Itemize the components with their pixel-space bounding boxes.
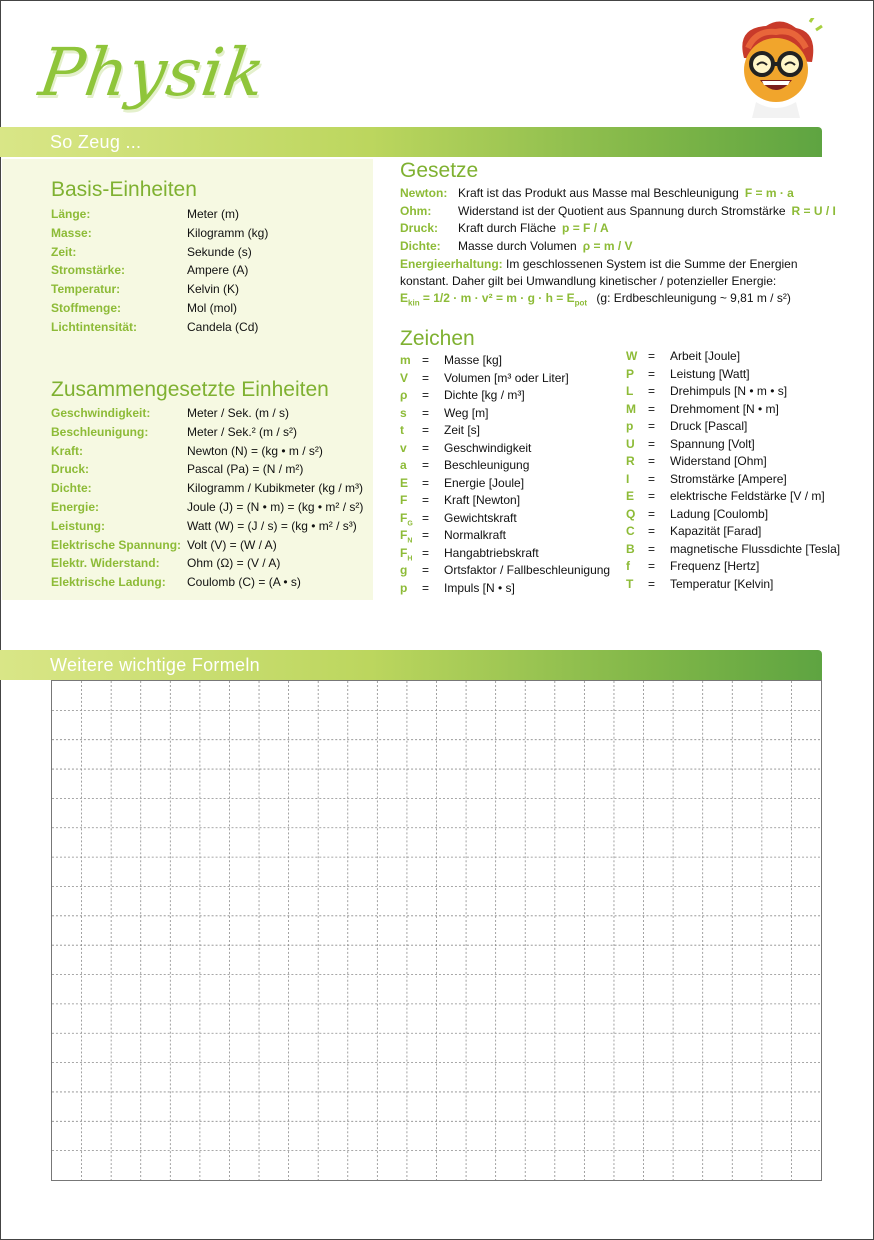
equals-sign: = (422, 563, 430, 577)
section-label: Weitere wichtige Formeln (50, 655, 260, 675)
symbol (626, 436, 635, 453)
symbol-description: Druck [Pascal] (670, 419, 748, 433)
symbol-description: Kraft [Newton] (444, 493, 521, 507)
unit-quantity: Leistung: (51, 518, 105, 533)
symbol (400, 405, 407, 422)
symbol-char: L (626, 384, 634, 398)
symbol (626, 488, 634, 505)
symbol (400, 492, 407, 509)
equals-sign: = (648, 401, 656, 416)
symbol (626, 471, 629, 488)
unit-quantity: Druck: (51, 462, 90, 477)
symbol (400, 475, 408, 492)
symbol-char: f (626, 559, 630, 573)
symbol-description: Energie [Joule] (444, 475, 525, 490)
symbol-char: R (626, 454, 635, 468)
symbol-description: Stromstärke [Ampere] (670, 471, 787, 486)
symbol-description: Hangabtriebskraft (444, 545, 539, 560)
equals-sign: = (648, 436, 656, 451)
symbol (626, 576, 633, 593)
law-text: Masse durch Volumen (458, 238, 577, 253)
energy-formula (400, 290, 791, 311)
symbol-char: B (626, 541, 635, 556)
unit-quantity: Beschleunigung: (51, 424, 149, 439)
energy-formula-b: = 1/2 · m · v² = m · g · h = E (419, 291, 575, 305)
law-name: Dichte: (400, 238, 441, 253)
symbol-char: t (400, 423, 404, 437)
symbol-description: Weg [m] (444, 405, 489, 420)
notes-grid (51, 680, 822, 1181)
symbol (400, 352, 411, 369)
energy-formula-a-sub: kin (408, 298, 420, 308)
page-title: Physik (34, 34, 271, 111)
symbol (400, 457, 407, 474)
symbol (626, 453, 635, 470)
unit-value: Candela (Cd) (187, 319, 259, 334)
symbol-char: Q (626, 506, 636, 521)
unit-quantity: Zeit: (51, 244, 77, 259)
unit-quantity: Masse: (51, 225, 92, 240)
symbol (626, 523, 635, 540)
symbol-description: Widerstand [Ohm] (670, 454, 767, 468)
equals-sign: = (648, 366, 656, 381)
symbol-description: Normalkraft (444, 528, 507, 542)
unit-value: Meter / Sek.² (m / s²) (187, 424, 298, 439)
energy-label: Energieerhaltung: (400, 257, 503, 271)
energy-description: Im geschlossenen System ist die Summe der Energien konstant. Daher gilt bei Umwandlung kinetischer / potenzieller Energie: (400, 257, 798, 288)
symbol-char: M (626, 401, 636, 416)
equals-sign: = (422, 370, 430, 385)
symbol-description: Drehmoment [N • m] (670, 401, 779, 416)
equals-sign: = (648, 506, 656, 521)
unit-value: Joule (J) = (N • m) = (kg • m² / s²) (187, 500, 364, 514)
equals-sign: = (422, 440, 430, 455)
law-name: Druck: (400, 221, 439, 235)
symbol-char: v (400, 440, 407, 455)
law-text: Widerstand ist der Quotient aus Spannung durch Stromstärke (458, 203, 786, 218)
law-row (400, 238, 633, 255)
symbol-description: Leistung [Watt] (670, 366, 750, 381)
symbol-subscript: G (407, 519, 413, 527)
unit-quantity: Länge: (51, 207, 91, 221)
symbol-description: Zeit [s] (444, 423, 481, 437)
equals-sign: = (422, 423, 430, 437)
law-formula: p = F / A (562, 221, 609, 235)
symbol (626, 383, 633, 400)
equals-sign: = (422, 405, 430, 420)
symbol-char: s (400, 405, 407, 420)
equals-sign: = (422, 580, 430, 595)
heading-gesetze: Gesetze (400, 159, 479, 182)
section-band-weitere-formeln (0, 650, 822, 680)
law-formula: ρ = m / V (582, 238, 633, 253)
equals-sign: = (648, 524, 656, 538)
equals-sign: = (422, 528, 430, 542)
unit-quantity: Stoffmenge: (51, 301, 121, 315)
symbol-char: T (626, 576, 634, 591)
law-text: Kraft ist das Produkt aus Masse mal Beschleunigung (458, 186, 739, 200)
symbol-char: C (626, 524, 635, 538)
symbol-char: ρ (400, 388, 408, 402)
unit-quantity: Geschwindigkeit: (51, 406, 151, 420)
unit-quantity: Energie: (51, 500, 100, 514)
equals-sign: = (648, 489, 656, 503)
symbol-subscript: H (407, 554, 413, 562)
law-text: Kraft durch Fläche (458, 221, 557, 235)
equals-sign: = (648, 384, 656, 398)
symbol-char: F (400, 528, 408, 542)
symbol-char: W (626, 349, 638, 363)
symbol (626, 506, 635, 523)
symbol (626, 348, 637, 365)
symbol-char: F (400, 493, 408, 507)
symbol-char: E (400, 475, 409, 490)
law-name: Newton: (400, 186, 448, 200)
symbol-description: elektrische Feldstärke [V / m] (670, 489, 825, 503)
energy-formula-a: E (400, 291, 409, 305)
symbol-subscript: N (407, 537, 413, 545)
symbol-char: a (400, 458, 407, 472)
symbol (626, 366, 634, 383)
symbol-description: Temperatur [Kelvin] (670, 576, 774, 591)
symbol (400, 370, 408, 387)
unit-value: Kilogramm (kg) (187, 225, 269, 240)
unit-quantity: Kraft: (51, 443, 83, 458)
equals-sign: = (648, 349, 656, 363)
equals-sign: = (422, 545, 430, 560)
symbol-description: Frequenz [Hertz] (670, 559, 760, 573)
equals-sign: = (648, 559, 656, 573)
equals-sign: = (422, 353, 430, 367)
symbol-description: Spannung [Volt] (670, 436, 755, 451)
equals-sign: = (422, 510, 430, 525)
symbol-char: g (400, 563, 408, 577)
unit-value: Mol (mol) (187, 301, 237, 315)
law-row (400, 185, 794, 202)
unit-value: Ohm (Ω) = (V / A) (187, 556, 281, 571)
energy-note: (g: Erdbeschleunigung ~ 9,81 m / s²) (596, 291, 791, 305)
symbol-description: Arbeit [Joule] (670, 349, 741, 363)
symbol-description: Kapazität [Farad] (670, 524, 762, 538)
unit-quantity: Stromstärke: (51, 263, 126, 278)
symbol-description: Drehimpuls [N • m • s] (670, 384, 788, 398)
symbol (626, 541, 635, 558)
symbol-char: p (626, 419, 634, 433)
symbol-description: magnetische Flussdichte [Tesla] (670, 541, 841, 556)
unit-value: Meter (m) (187, 207, 239, 221)
section-band-so-zeug (0, 127, 822, 157)
heading-zusammengesetzte-einheiten: Zusammengesetzte Einheiten (51, 378, 329, 401)
equals-sign: = (648, 576, 656, 591)
symbol-description: Dichte [kg / m³] (444, 388, 525, 402)
symbol (400, 422, 404, 439)
unit-value: Volt (V) = (W / A) (187, 537, 277, 552)
symbol-char: I (626, 471, 630, 486)
law-row (400, 220, 609, 237)
symbol-description: Ortsfaktor / Fallbeschleunigung (444, 563, 611, 577)
symbol (400, 440, 407, 457)
symbol (626, 418, 633, 435)
unit-value: Pascal (Pa) = (N / m²) (187, 462, 304, 477)
equals-sign: = (422, 388, 430, 402)
equals-sign: = (648, 454, 656, 468)
symbol-description: Beschleunigung (444, 458, 530, 472)
unit-quantity: Temperatur: (51, 282, 121, 297)
section-label: So Zeug ... (50, 132, 142, 152)
unit-value: Coulomb (C) = (A • s) (187, 575, 301, 590)
law-formula: F = m · a (744, 186, 794, 200)
equals-sign: = (648, 419, 656, 433)
symbol-description: Impuls [N • s] (444, 580, 515, 595)
heading-zeichen: Zeichen (400, 327, 475, 350)
law-formula: R = U / I (791, 203, 836, 218)
unit-value: Kelvin (K) (187, 282, 240, 297)
symbol (400, 562, 407, 579)
symbol (400, 387, 407, 404)
equals-sign: = (422, 458, 430, 472)
energy-formula-b-sub: pot (574, 298, 588, 308)
unit-value: Meter / Sek. (m / s) (187, 406, 290, 420)
symbol-char: P (626, 366, 635, 381)
unit-value: Sekunde (s) (187, 244, 252, 259)
unit-quantity: Elektrische Ladung: (51, 575, 166, 590)
unit-quantity: Elektrische Spannung: (51, 537, 182, 552)
equals-sign: = (422, 493, 430, 507)
energy-conservation-text (400, 256, 800, 290)
unit-quantity: Dichte: (51, 481, 92, 496)
unit-value: Ampere (A) (187, 263, 249, 278)
symbol-description: Masse [kg] (444, 353, 503, 367)
unit-value: Watt (W) = (J / s) = (kg • m² / s³) (187, 518, 357, 533)
law-row (400, 203, 836, 220)
unit-quantity: Lichtintensität: (51, 319, 137, 334)
symbol (626, 401, 636, 418)
symbol-char: F (400, 510, 408, 525)
nerd-mascot-icon (726, 18, 824, 118)
symbol-char: m (400, 353, 411, 367)
symbol-char: U (626, 436, 635, 451)
symbol (626, 558, 630, 575)
symbol-description: Gewichtskraft (444, 510, 517, 525)
law-name: Ohm: (400, 203, 432, 218)
symbol-char: F (400, 545, 408, 560)
symbol-char: p (400, 580, 408, 595)
equals-sign: = (422, 475, 430, 490)
symbol-description: Geschwindigkeit (444, 440, 532, 455)
symbol-char: V (400, 370, 409, 385)
unit-value: Kilogramm / Kubikmeter (kg / m³) (187, 481, 364, 496)
unit-quantity: Elektr. Widerstand: (51, 556, 160, 571)
symbol-description: Ladung [Coulomb] (670, 506, 769, 521)
symbol-description: Volumen [m³ oder Liter] (444, 370, 569, 385)
symbol (400, 580, 407, 597)
equals-sign: = (648, 541, 656, 556)
unit-value: Newton (N) = (kg • m / s²) (187, 443, 323, 458)
equals-sign: = (648, 471, 656, 486)
symbol-char: E (626, 489, 635, 503)
heading-basis-einheiten: Basis-Einheiten (51, 178, 197, 201)
